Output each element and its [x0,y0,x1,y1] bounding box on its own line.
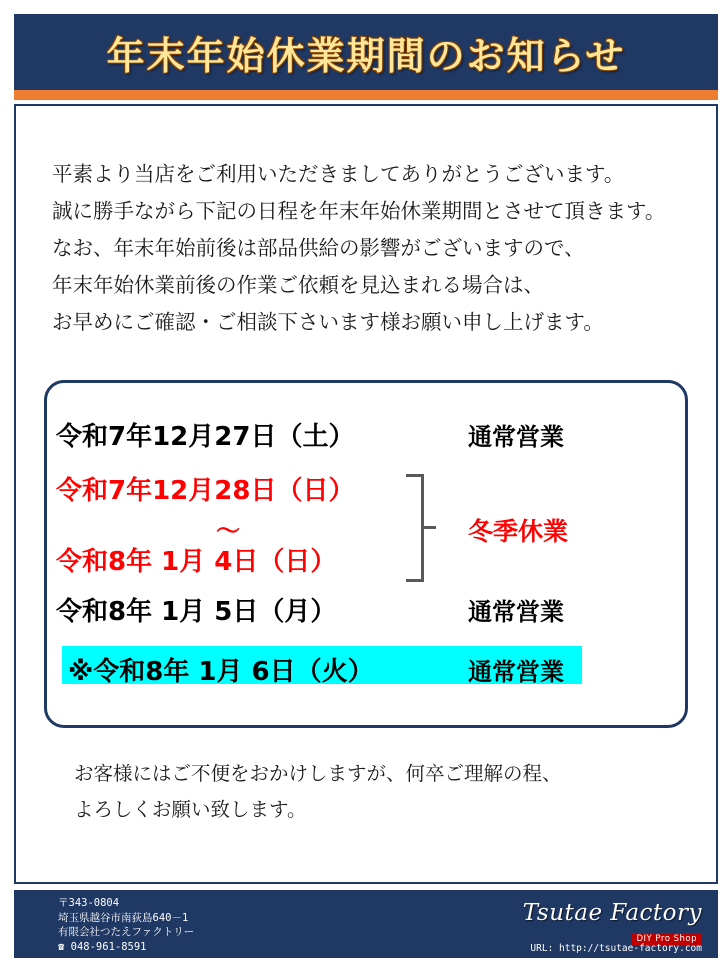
page-title: 年末年始休業期間のお知らせ [106,33,626,78]
schedule-date: 令和8年 1月 5日（月） [56,597,337,627]
intro-line-2: 誠に勝手ながら下記の日程を年末年始休業期間とさせて頂きます。 [52,199,666,223]
range-bracket-stem [424,526,436,529]
footer-postal-code: 〒343-0804 [58,897,120,909]
closing-paragraph [74,756,674,828]
footer-bar [14,890,718,958]
brand-logo-name: Tsutae Factory [522,900,702,926]
intro-line-5: お早めにご確認・ご相談下さいます様お願い申し上げます。 [52,310,604,334]
header-banner [14,14,718,90]
schedule-row [56,591,616,628]
brand-logo-tagline: DIY Pro Shop [631,933,702,945]
brand-logo [523,900,702,945]
intro-line-1: 平素より当店をご利用いただきましてありがとうございます。 [52,162,625,186]
schedule-status: 通常営業 [468,658,564,686]
closed-period-label: 冬季休業 [468,517,569,546]
schedule-range-tilde: ～ [216,517,240,545]
footer-phone: ☎ 048-961-8591 [58,940,147,953]
schedule-row [68,651,598,688]
schedule-date: ※令和8年 1月 6日（火） [68,657,374,687]
closing-line-1: お客様にはご不便をおかけしますが、何卒ご理解の程、 [74,762,562,785]
schedule-row [56,470,456,507]
range-bracket [406,474,424,582]
closing-line-2: よろしくお願い致します。 [74,798,307,821]
schedule-date: 令和7年12月27日（土） [56,422,355,452]
schedule-status: 通常営業 [468,598,564,626]
schedule-status: 通常営業 [468,423,564,451]
intro-paragraph [52,156,692,341]
intro-line-4: 年末年始休業前後の作業ご依頼を見込まれる場合は、 [52,273,544,297]
schedule-date: 令和7年12月28日（日） [56,476,355,506]
schedule-row [56,541,456,578]
intro-line-3: なお、年末年始前後は部品供給の影響がございますので、 [52,236,585,260]
footer-address-block [58,896,194,954]
header-accent-bar [14,90,718,100]
schedule-row [56,416,616,453]
footer-url: URL: http://tsutae-factory.com [530,943,702,954]
footer-address: 埼玉県越谷市南荻島640－1 [58,911,189,924]
footer-company-name: 有限会社つたえファクトリー [58,926,195,938]
schedule-date: 令和8年 1月 4日（日） [56,547,337,577]
